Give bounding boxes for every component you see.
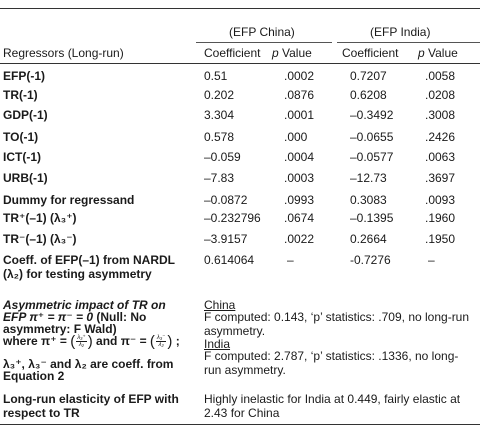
cell-p-india: .0208: [425, 88, 456, 102]
header-bottom-rule: [0, 63, 480, 64]
cell-coef-china: 0.51: [204, 69, 228, 83]
fraction-pi-plus: $\frac{\text{λ₃⁺}}{\text{λ₂}}$: [77, 335, 86, 349]
cell-p-china: –: [287, 253, 294, 267]
row-label: ICT(-1): [3, 150, 41, 164]
cell-p-china: .0002: [284, 69, 315, 83]
row-label: URB(-1): [3, 171, 48, 185]
asym-line-where: where π⁺ = ( $\frac{\text{λ₃⁺}}{\text{λ₂}}$ ) and π⁻ = ( $\frac{\text{λ₃⁻}}{\text{λ₂}}$ ) ;: [3, 332, 180, 350]
cell-coef-china: –0.232796: [204, 211, 261, 225]
cell-p-china: .0993: [284, 193, 315, 207]
elasticity-text: Highly inelastic for India at 0.449, fairly elastic at 2.43 for China: [204, 392, 461, 420]
asym-line-3: asymmetry: F Wald): [3, 322, 117, 336]
cell-coef-china: –0.0872: [204, 193, 248, 207]
cell-coef-india: –0.0655: [350, 130, 394, 144]
asym-line-1: Asymmetric impact of TR on: [3, 298, 166, 312]
cell-coef-china: 3.304: [204, 108, 235, 122]
china-heading: China: [204, 298, 236, 312]
cell-p-china: .0003: [284, 171, 315, 185]
cell-p-india: .1960: [425, 211, 456, 225]
cell-coef-india: –0.1395: [350, 211, 394, 225]
cell-p-india: .0058: [425, 69, 456, 83]
cell-p-india: –: [428, 253, 435, 267]
cell-p-india: .1950: [425, 232, 456, 246]
cell-coef-india: -0.7276: [350, 253, 391, 267]
cell-coef-china: –0.059: [204, 150, 241, 164]
cell-p-china: .0876: [284, 88, 315, 102]
row-label: EFP(-1): [3, 69, 45, 83]
india-heading: India: [204, 337, 231, 351]
india-group-rule: [337, 42, 480, 43]
india-result-text: F computed: 2.787, ‘p’ statistics: .1336, no long-run asymmetry.: [204, 349, 459, 377]
cell-coef-india: 0.2664: [350, 232, 387, 246]
cell-coef-india: 0.6208: [350, 88, 387, 102]
cell-p-china: .0001: [284, 108, 315, 122]
cell-coef-china: –3.9157: [204, 232, 248, 246]
header-efp-india: (EFP India): [370, 25, 431, 39]
cell-coef-china: –7.83: [204, 171, 235, 185]
asym-line-6: Equation 2: [3, 369, 65, 383]
header-coefficient-china: Coefficient: [204, 46, 261, 60]
asym-line-5: λ₃⁺, λ₃⁻ and λ₂ are coeff. from: [3, 357, 174, 371]
row-label: GDP(-1): [3, 108, 48, 122]
row-label: Coeff. of EFP(–1) from NARDL (λ₂) for testing asymmetry: [3, 253, 175, 281]
cell-coef-china: 0.202: [204, 88, 235, 102]
cell-p-china: .000: [284, 130, 308, 144]
header-pvalue-india: p Value: [418, 46, 458, 60]
cell-p-india: .3697: [425, 171, 456, 185]
asym-line-2: EFP π⁺ = π⁻ = 0 (Null: No: [3, 310, 147, 324]
row-label: TR⁻(–1) (λ₃⁻): [3, 232, 77, 246]
cell-p-china: .0004: [284, 150, 315, 164]
cell-coef-india: –0.0577: [350, 150, 394, 164]
header-regressors: Regressors (Long-run): [3, 46, 124, 60]
cell-coef-india: –12.73: [350, 171, 387, 185]
header-efp-china: (EFP China): [229, 25, 295, 39]
cell-coef-india: –0.3492: [350, 108, 394, 122]
row-label: TR(-1): [3, 88, 38, 102]
china-result-text: F computed: 0.143, ‘p’ statistics: .709, no long-run asymmetry.: [204, 310, 470, 338]
header-pvalue-china: p Value: [272, 46, 312, 60]
header-coefficient-india: Coefficient: [342, 46, 399, 60]
cell-coef-india: 0.7207: [350, 69, 387, 83]
cell-p-china: .0022: [284, 232, 315, 246]
cell-p-india: .0063: [425, 150, 456, 164]
cell-p-india: .0093: [425, 193, 456, 207]
elasticity-label: Long-run elasticity of EFP with respect to TR: [3, 392, 179, 420]
cell-coef-china: 0.614064: [204, 253, 255, 267]
cell-coef-india: 0.3083: [350, 193, 387, 207]
row-label: Dummy for regressand: [3, 193, 135, 207]
table-bottom-rule: [0, 424, 480, 425]
table-top-rule: [0, 8, 480, 9]
row-label: TR⁺(–1) (λ₃⁺): [3, 211, 77, 225]
fraction-pi-minus: $\frac{\text{λ₃⁻}}{\text{λ₂}}$: [156, 335, 166, 349]
cell-p-india: .2426: [425, 130, 456, 144]
cell-coef-china: 0.578: [204, 130, 235, 144]
cell-p-india: .3008: [425, 108, 456, 122]
china-group-rule: [196, 42, 332, 43]
cell-p-china: .0674: [284, 211, 315, 225]
row-label: TO(-1): [3, 130, 39, 144]
